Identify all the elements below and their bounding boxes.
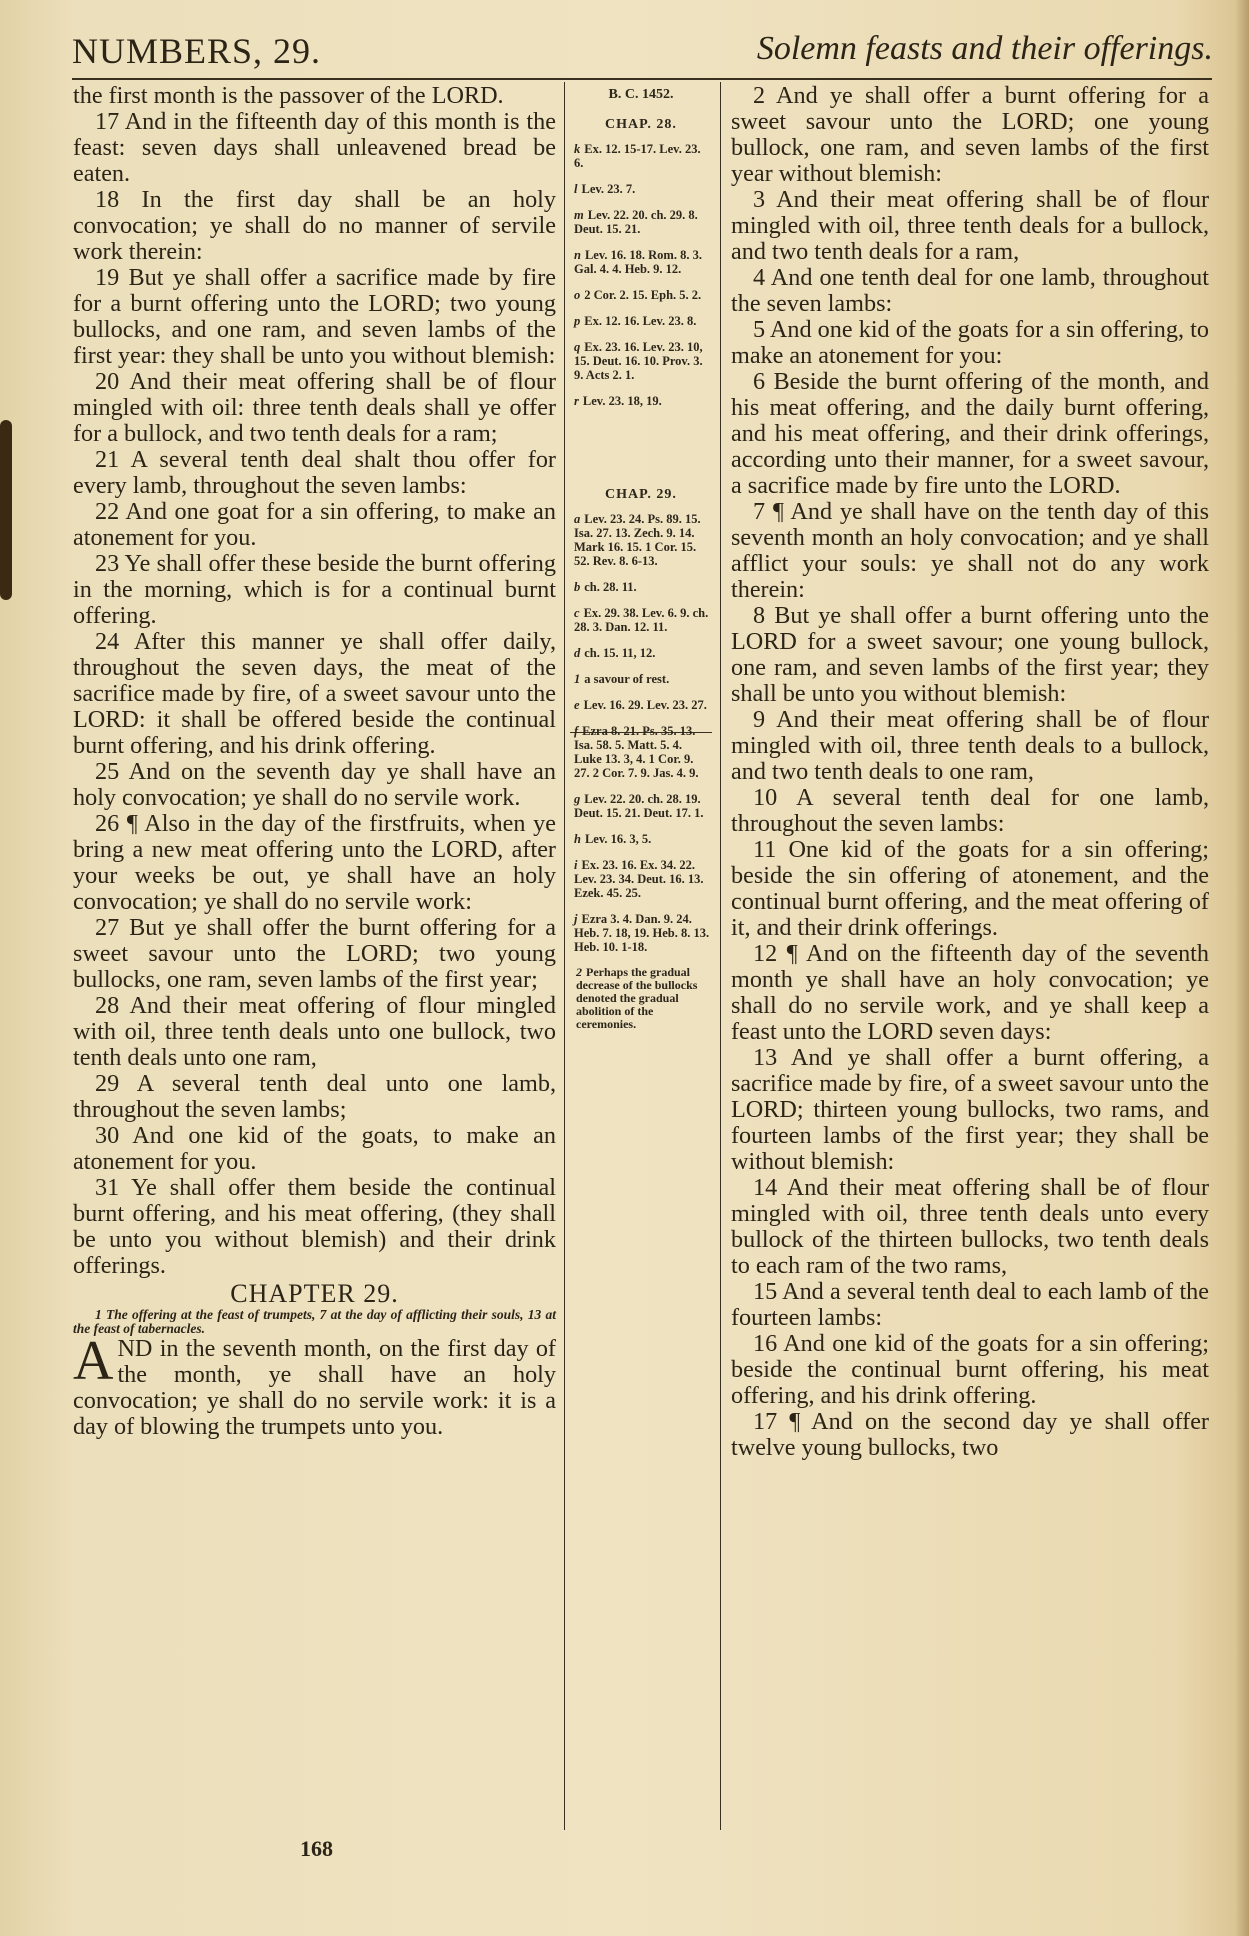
page-edge-shadow xyxy=(0,420,12,600)
verse: 2 And ye shall offer a burnt offering for a sweet savour unto the LORD; one young bullock, one ram, and seven lambs of the first year without blemish: xyxy=(731,82,1209,187)
reference-text: Ex. 12. 16. Lev. 23. 8. xyxy=(584,314,697,328)
reference-letter: b xyxy=(574,580,581,594)
cross-reference-column xyxy=(570,83,712,1043)
reference-letter: i xyxy=(574,858,578,872)
verse: 15 And a several tenth deal to each lamb of the fourteen lambs: xyxy=(731,1278,1209,1331)
running-head-topic: Solemn feasts and their offerings. xyxy=(756,30,1213,67)
header-rule xyxy=(72,78,1212,80)
reference-letter: 1 xyxy=(574,672,581,686)
cross-reference xyxy=(570,182,712,196)
cross-reference xyxy=(570,580,712,594)
cross-reference xyxy=(570,248,712,276)
date-reference: B. C. 1452. xyxy=(608,87,674,102)
reference-text: Ex. 29. 38. Lev. 6. 9. ch. 28. 3. Dan. 12. 11. xyxy=(574,606,709,634)
reference-text: Lev. 22. 20. ch. 28. 19. Deut. 15. 21. Deut. 17. 1. xyxy=(574,792,704,820)
cross-reference xyxy=(570,912,712,954)
chapter-first-verse-text: ND in the seventh month, on the first day of the month, ye shall have an holy convocation; ye shall do no servile work: it is a day of blowing the trumpets unto you. xyxy=(73,1335,556,1440)
reference-letter: d xyxy=(574,646,581,660)
reference-letter: q xyxy=(574,340,581,354)
verse: 8 But ye shall offer a burnt offering unto the LORD for a sweet savour; one young bullock, one ram, and seven lambs of the first year; they shall be unto you without blemish: xyxy=(731,602,1209,707)
verse: 20 And their meat offering shall be of flour mingled with oil: three tenth deals shall ye offer for a bullock, and two tenth deals for a ram; xyxy=(73,368,556,447)
reference-text: Lev. 23. 7. xyxy=(581,182,636,196)
verse: 25 And on the seventh day ye shall have an holy convocation; ye shall do no servile work. xyxy=(73,758,556,811)
cross-reference xyxy=(570,394,712,408)
reference-text: Lev. 23. 18, 19. xyxy=(582,394,662,408)
reference-chapter-28-label: CHAP. 28. xyxy=(605,117,677,132)
chapter-summary: 1 The offering at the feast of trumpets, 7 at the day of afflicting their souls, 13 at the feast of tabernacles. xyxy=(73,1307,556,1336)
verse: 4 And one tenth deal for one lamb, throughout the seven lambs: xyxy=(731,264,1209,317)
reference-chapter-29-label: CHAP. 29. xyxy=(605,487,677,502)
reference-text: 2 Cor. 2. 15. Eph. 5. 2. xyxy=(584,288,702,302)
reference-text: Ex. 12. 15-17. Lev. 23. 6. xyxy=(574,142,701,170)
reference-text: Lev. 23. 24. Ps. 89. 15. Isa. 27. 13. Zech. 9. 14. Mark 16. 15. 1 Cor. 15. 52. Rev. 8. 6-13. xyxy=(574,512,701,568)
verse: 21 A several tenth deal shalt thou offer for every lamb, throughout the seven lambs: xyxy=(73,446,556,499)
verse: 14 And their meat offering shall be of flour mingled with oil, three tenth deals unto every bullock of the thirteen bullocks, two tenth deals to each ram of the two rams, xyxy=(731,1174,1209,1279)
verse: 18 In the first day shall be an holy convocation; ye shall do no manner of servile work therein: xyxy=(73,186,556,265)
cross-reference xyxy=(570,646,712,660)
reference-text: Ex. 23. 16. Ex. 34. 22. Lev. 23. 34. Deut. 16. 13. Ezek. 45. 25. xyxy=(574,858,704,900)
verse: 13 And ye shall offer a burnt offering, a sacrifice made by fire, of a sweet savour unto the LORD; thirteen young bullocks, two rams, and fourteen lambs of the first year; they shall be without blemish: xyxy=(731,1044,1209,1175)
verse: 17 ¶ And on the second day ye shall offer twelve young bullocks, two xyxy=(731,1408,1209,1461)
verse: 22 And one goat for a sin offering, to make an atonement for you. xyxy=(73,498,556,551)
verse: 19 But ye shall offer a sacrifice made by fire for a burnt offering unto the LORD; two young bullocks, and one ram, and seven lambs of the first year: they shall be unto you without blemish: xyxy=(73,264,556,369)
verse: 26 ¶ Also in the day of the firstfruits, when ye bring a new meat offering unto the LORD, after your weeks be out, ye shall have an holy convocation; ye shall do no servile work: xyxy=(73,810,556,915)
references-chapter-29 xyxy=(570,512,712,1031)
reference-text: Ex. 23. 16. Lev. 23. 10, 15. Deut. 16. 10. Prov. 3. 9. Acts 2. 1. xyxy=(574,340,703,382)
cross-reference xyxy=(570,832,712,846)
cross-reference xyxy=(570,142,712,170)
reference-letter: k xyxy=(574,142,581,156)
right-verses xyxy=(731,83,1209,1461)
cross-reference xyxy=(570,792,712,820)
verse: 28 And their meat offering of flour mingled with oil, three tenth deals unto one bullock, two tenth deals unto one ram, xyxy=(73,992,556,1071)
reference-text: ch. 15. 11, 12. xyxy=(584,646,656,660)
cross-reference xyxy=(570,208,712,236)
reference-letter: o xyxy=(574,288,581,302)
reference-letter: a xyxy=(574,512,581,526)
reference-letter: l xyxy=(574,182,578,196)
page-header xyxy=(72,30,1213,76)
cross-reference xyxy=(570,966,712,1031)
cross-reference xyxy=(570,698,712,712)
cross-reference xyxy=(570,314,712,328)
references-chapter-28 xyxy=(570,142,712,408)
verse: 11 One kid of the goats for a sin offering; beside the sin offering of atonement, and the continual burnt offering, and the meat offering of it, and their drink offerings. xyxy=(731,836,1209,941)
verse: the first month is the passover of the LORD. xyxy=(73,82,504,109)
verse: 31 Ye shall offer them beside the continual burnt offering, and his meat offering, (they shall be unto you without blemish) and their drink offerings. xyxy=(73,1174,556,1279)
verse: 17 And in the fifteenth day of this month is the feast: seven days shall unleavened bread be eaten. xyxy=(73,108,556,187)
right-column-divider xyxy=(720,82,721,1830)
reference-letter: e xyxy=(574,698,580,712)
reference-text: Lev. 22. 20. ch. 29. 8. Deut. 15. 21. xyxy=(574,208,698,236)
cross-reference xyxy=(570,606,712,634)
reference-letter: j xyxy=(574,912,578,926)
verse: 30 And one kid of the goats, to make an atonement for you. xyxy=(73,1122,556,1175)
reference-letter: c xyxy=(574,606,580,620)
reference-letter: m xyxy=(574,208,584,222)
cross-reference xyxy=(570,340,712,382)
reference-text: ch. 28. 11. xyxy=(584,580,637,594)
reference-text: Ezra 3. 4. Dan. 9. 24. Heb. 7. 18, 19. Heb. 8. 13. Heb. 10. 1-18. xyxy=(574,912,710,954)
reference-letter: g xyxy=(574,792,581,806)
cross-reference xyxy=(570,858,712,900)
verse: 23 Ye shall offer these beside the burnt offering in the morning, which is for a continual burnt offering. xyxy=(73,550,556,629)
reference-text: Lev. 16. 3, 5. xyxy=(584,832,652,846)
verse: 5 And one kid of the goats for a sin offering, to make an atonement for you: xyxy=(731,316,1209,369)
verse: 16 And one kid of the goats for a sin offering; beside the continual burnt offering, his meat offering, and his drink offering. xyxy=(731,1330,1209,1409)
cross-reference xyxy=(570,724,712,780)
reference-letter: f xyxy=(574,724,579,738)
reference-letter: 2 xyxy=(576,965,582,979)
verse: 12 ¶ And on the fifteenth day of the seventh month ye shall have an holy convocation; ye shall do no servile work, and ye shall keep a feast unto the LORD seven days: xyxy=(731,940,1209,1045)
left-text-column xyxy=(73,83,556,1440)
reference-letter: n xyxy=(574,248,581,262)
running-head-book: NUMBERS, 29. xyxy=(72,31,322,71)
left-verses xyxy=(73,83,556,1279)
left-column-divider xyxy=(564,82,565,1830)
drop-cap: A xyxy=(73,1330,114,1392)
cross-reference xyxy=(570,288,712,302)
reference-letter: p xyxy=(574,314,581,328)
binding-shadow xyxy=(1235,0,1249,1936)
page-number: 168 xyxy=(300,1836,333,1861)
cross-reference xyxy=(570,512,712,568)
verse: 10 A several tenth deal for one lamb, throughout the seven lambs: xyxy=(731,784,1209,837)
verse: 7 ¶ And ye shall have on the tenth day of this seventh month an holy convocation; and ye shall afflict your souls: ye shall not do any work therein: xyxy=(731,498,1209,603)
chapter-heading: CHAPTER 29. xyxy=(230,1279,399,1308)
cross-reference xyxy=(570,672,712,686)
reference-letter: h xyxy=(574,832,581,846)
reference-text: Lev. 16. 18. Rom. 8. 3. Gal. 4. 4. Heb. 9. 12. xyxy=(574,248,702,276)
reference-text: Perhaps the gradual decrease of the bullocks denoted the gradual abolition of the ceremonies. xyxy=(576,965,698,1031)
verse: 24 After this manner ye shall offer daily, throughout the seven days, the meat of the sacrifice made by fire, of a sweet savour unto the LORD: it shall be offered beside the continual burnt offering, and his drink offering. xyxy=(73,628,556,759)
reference-text: Lev. 16. 29. Lev. 23. 27. xyxy=(583,698,707,712)
verse: 29 A several tenth deal unto one lamb, throughout the seven lambs; xyxy=(73,1070,556,1123)
reference-text: Ezra 8. 21. Ps. 35. 13. Isa. 58. 5. Matt. 5. 4. Luke 13. 3, 4. 1 Cor. 9. 27. 2 Cor. 7. 9. Jas. 4. 9. xyxy=(574,724,699,780)
chapter-first-verse xyxy=(73,1330,556,1440)
reference-letter: r xyxy=(574,394,579,408)
reference-text: a savour of rest. xyxy=(584,672,670,686)
verse: 3 And their meat offering shall be of flour mingled with oil, three tenth deals for a bullock, and two tenth deals for a ram, xyxy=(731,186,1209,265)
right-text-column xyxy=(731,83,1209,1461)
verse: 27 But ye shall offer the burnt offering for a sweet savour unto the LORD; two young bullocks, one ram, seven lambs of the first year; xyxy=(73,914,556,993)
verse: 6 Beside the burnt offering of the month, and his meat offering, and the daily burnt offering, and his meat offering, and their drink offerings, according unto their manner, for a sweet savour, a sacrifice made by fire unto the LORD. xyxy=(731,368,1209,499)
verse: 9 And their meat offering shall be of flour mingled with oil, three tenth deals to a bullock, and two tenth deals to one ram, xyxy=(731,706,1209,785)
